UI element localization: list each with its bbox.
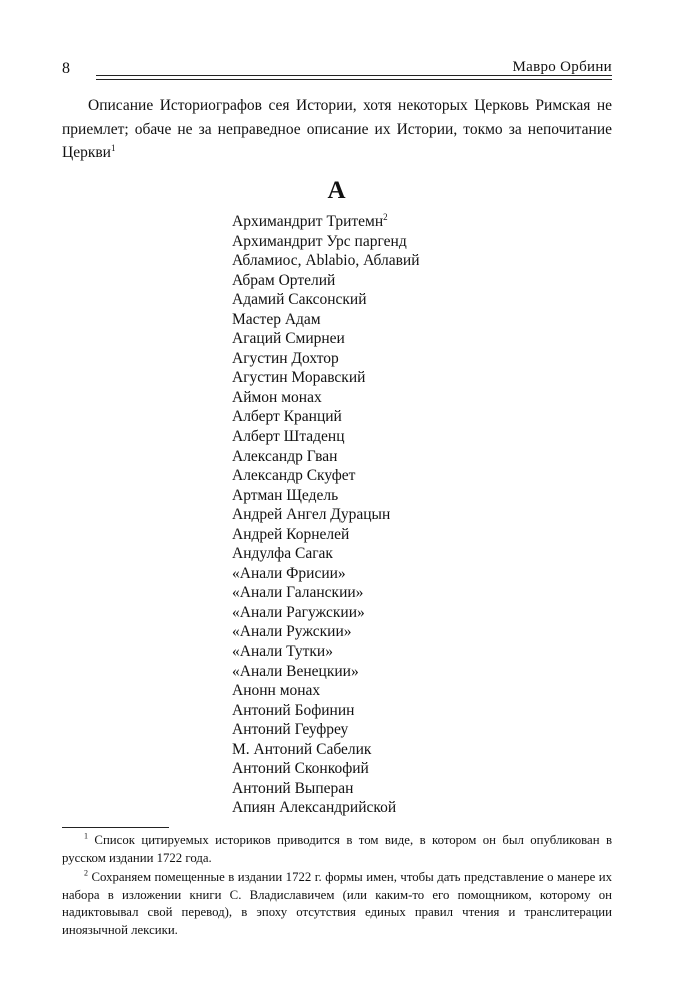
name-entry: Абламиос, Ablabio, Аблавий [232, 252, 420, 270]
name-entry: «Анали Фрисии» [232, 564, 346, 582]
footnote-ref-1[interactable]: 1 [110, 142, 116, 153]
historian-name-list [232, 212, 420, 818]
name-entry: «Анали Тутки» [232, 643, 333, 661]
footnote-1 [62, 832, 612, 867]
name-entry: Андрей Ангел Дурацын [232, 506, 391, 524]
footnote-text: Список цитируемых историков приводится в том виде, в котором он был опубликован в русском издании 1722 года. [62, 833, 613, 865]
name-entry: «Анали Галанскии» [232, 584, 364, 602]
intro-text: Описание Историографов сея Истории, хотя некоторых Церковь Римская не приемлет; обаче не за неправедное описание их Истории, токмо за непочитание Церкви [62, 97, 612, 161]
name-entry: Антоний Сконкофий [232, 760, 369, 778]
name-entry: Александр Скуфет [232, 467, 356, 485]
footnote-marker: 1 [84, 831, 88, 841]
name-entry: Апиян Александрийской [232, 799, 397, 817]
name-entry: Аймон монах [232, 388, 322, 406]
footnote-separator [62, 827, 169, 828]
name-entry: Антоний Геуфреу [232, 721, 349, 739]
name-entry: Алберт Кранций [232, 408, 342, 426]
footnote-marker: 2 [84, 868, 88, 878]
name-entry-first [232, 212, 420, 232]
name-entry: Андулфа Сагак [232, 545, 333, 563]
name-entry: Агустин Моравский [232, 369, 366, 387]
name-entry: Александр Гван [232, 447, 338, 465]
name-entry: Андрей Корнелей [232, 525, 350, 543]
name-entry: Агустин Дохтор [232, 349, 339, 367]
name-entry: Агаций Смирнеи [232, 330, 345, 348]
name-entry: М. Антоний Сабелик [232, 740, 372, 758]
page-number: 8 [62, 60, 70, 77]
name-entry: «Анали Рагужскии» [232, 603, 365, 621]
name-entry: Архимандрит Урс паргенд [232, 232, 407, 250]
name-entry: Мастер Адам [232, 310, 321, 328]
name-entry: Абрам Ортелий [232, 271, 336, 289]
name-entry: Артман Щедель [232, 486, 339, 504]
name-entry: Антоний Выперан [232, 779, 354, 797]
name-entry: «Анали Ружскии» [232, 623, 352, 641]
header-rule-bottom [96, 79, 612, 80]
section-letter-heading: А [327, 177, 346, 204]
name-entry: Анонн монах [232, 682, 321, 700]
name-entry: «Анали Венецкии» [232, 662, 359, 680]
name-entry-text: Архимандрит Тритемн [232, 213, 384, 230]
footnote-2 [62, 869, 612, 939]
footnote-ref-2[interactable]: 2 [383, 211, 388, 222]
name-entry: Адамий Саксонский [232, 291, 367, 309]
name-entry: Алберт Штаденц [232, 428, 345, 446]
name-entry: Антоний Бофинин [232, 701, 355, 719]
running-title: Мавро Орбини [512, 59, 612, 75]
intro-paragraph [62, 94, 612, 165]
footnote-text: Сохраняем помещенные в издании 1722 г. формы имен, чтобы дать представление о манере их набора в изложении книги С. Владиславичем (или каким-то его помощником, которому он надиктовывал свой перевод), в эпоху отсутствия единых правил чтения и транслитерации иноязычной лексики. [62, 870, 612, 937]
